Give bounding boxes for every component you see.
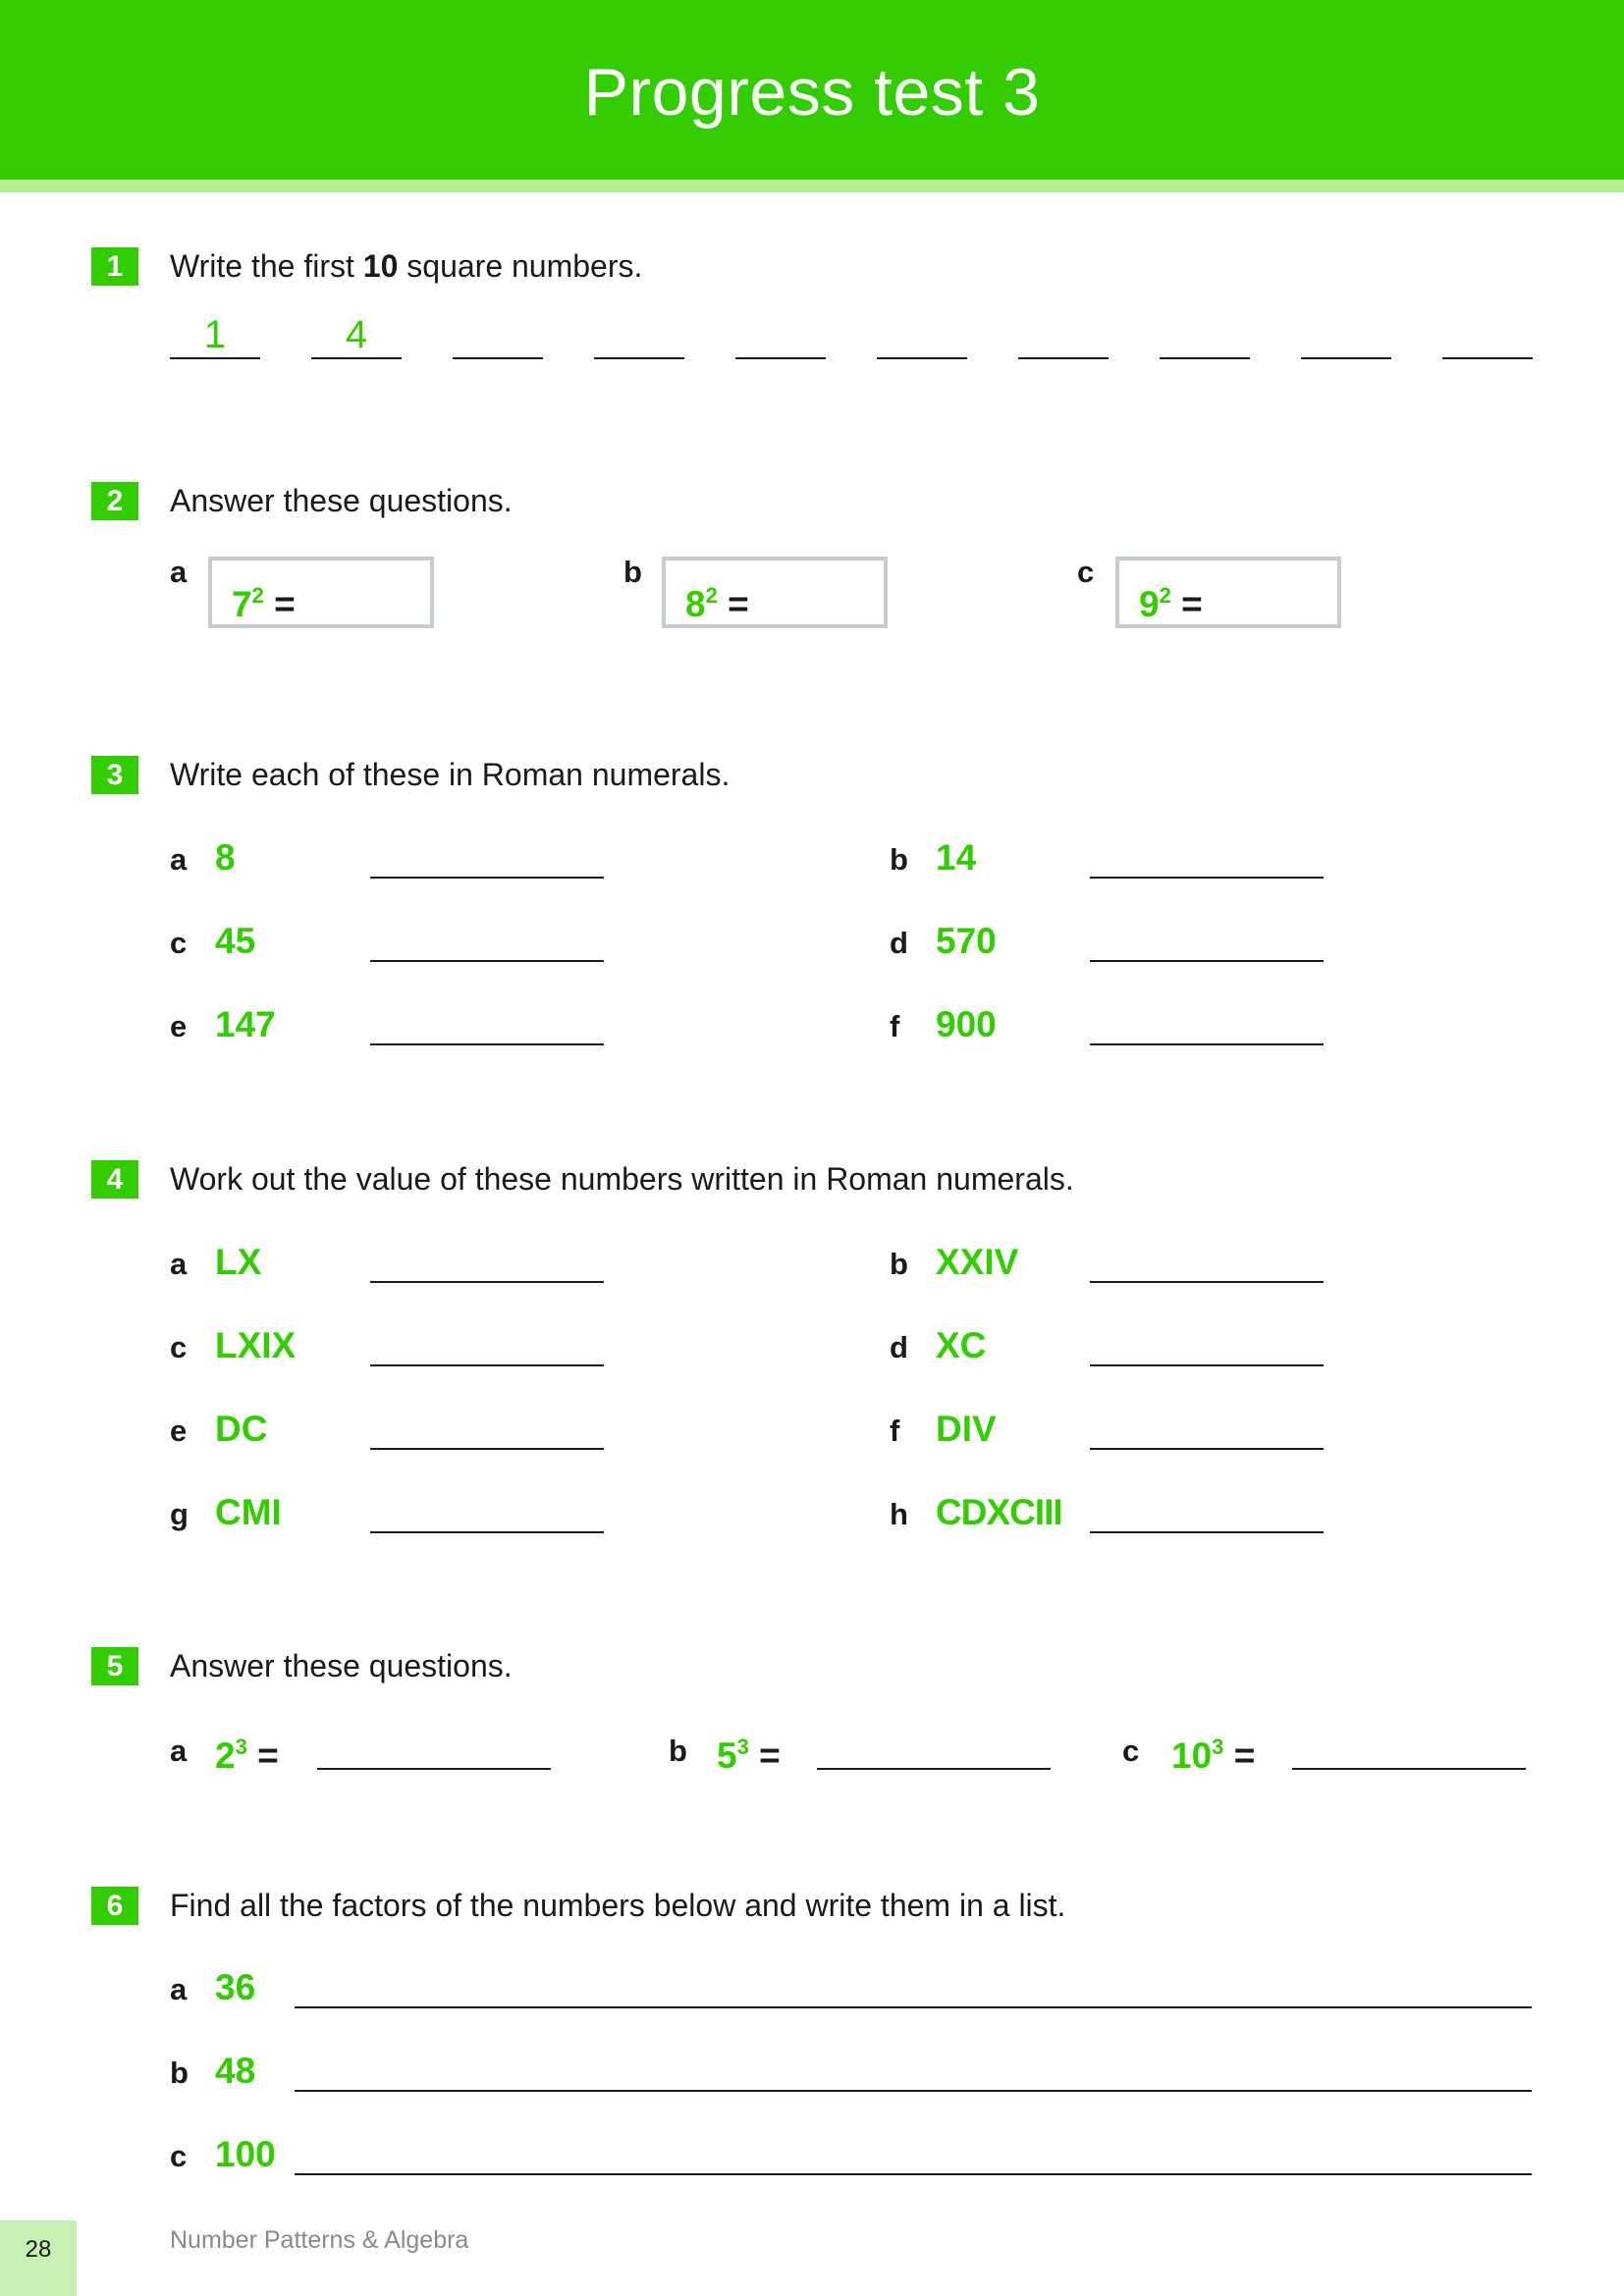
question-1-number: 1 (91, 247, 138, 286)
item-letter: a (170, 1734, 188, 1768)
equals-sign: = (274, 584, 296, 624)
number-value: 570 (936, 921, 997, 961)
factor-answer-line[interactable] (295, 2173, 1532, 2175)
power-base: 8 (685, 584, 706, 624)
item-letter: d (890, 926, 908, 960)
square-answer-value: 1 (203, 313, 227, 356)
answer-box[interactable] (208, 557, 434, 628)
question-5-number: 5 (91, 1647, 138, 1685)
power-exponent: 2 (705, 583, 718, 608)
square-answer-slot[interactable] (170, 312, 260, 359)
roman-numeral: XC (936, 1325, 987, 1365)
roman-numeral: CMI (215, 1492, 282, 1532)
power-expression (717, 1726, 781, 1778)
number-value: 45 (215, 921, 256, 961)
number-value: 48 (215, 2051, 256, 2091)
item-letter: c (1122, 1734, 1140, 1768)
answer-line[interactable] (370, 1531, 604, 1533)
equals-sign: = (728, 584, 749, 624)
answer-box[interactable] (1115, 557, 1341, 628)
power-base: 2 (215, 1735, 236, 1776)
item-letter: a (170, 842, 188, 877)
item-letter: b (669, 1734, 687, 1768)
item-letter: a (170, 1972, 188, 2006)
number-value: 900 (936, 1004, 997, 1044)
square-answer-slot[interactable] (1018, 312, 1109, 359)
question-3-prompt: Write each of these in Roman numerals. (170, 757, 731, 792)
power-expression (215, 1726, 279, 1778)
answer-line[interactable] (1090, 1448, 1324, 1450)
item-letter: c (1077, 555, 1095, 589)
factor-answer-line[interactable] (295, 2090, 1532, 2092)
question-6-prompt: Find all the factors of the numbers below and write them in a list. (170, 1888, 1066, 1923)
item-letter: f (890, 1414, 900, 1448)
item-letter: b (170, 2056, 189, 2090)
answer-line[interactable] (1090, 960, 1324, 962)
answer-line[interactable] (370, 1448, 604, 1450)
question-6-number: 6 (91, 1887, 138, 1925)
answer-line[interactable] (370, 1043, 604, 1045)
answer-line[interactable] (1090, 1531, 1324, 1533)
equals-sign: = (1181, 584, 1203, 624)
answer-line[interactable] (817, 1768, 1051, 1770)
power-exponent: 3 (235, 1735, 247, 1759)
square-answer-slot[interactable] (1301, 312, 1391, 359)
question-2-prompt: Answer these questions. (170, 483, 513, 518)
question-1-prompt-bold: 10 (362, 248, 399, 284)
power-expression (685, 574, 749, 626)
question-5-prompt: Answer these questions. (170, 1648, 513, 1683)
square-answer-slot[interactable] (877, 312, 967, 359)
square-answer-slot[interactable] (453, 312, 543, 359)
square-answer-value: 4 (345, 313, 368, 356)
item-letter: e (170, 1009, 188, 1043)
roman-numeral: DC (215, 1409, 268, 1449)
power-exponent: 2 (251, 583, 264, 608)
power-base: 10 (1171, 1735, 1213, 1776)
item-letter: c (170, 2139, 188, 2173)
number-value: 14 (936, 837, 977, 878)
answer-box[interactable] (662, 557, 888, 628)
number-value: 100 (215, 2134, 276, 2174)
footer-section-title: Number Patterns & Algebra (170, 2226, 469, 2254)
square-answer-slot[interactable] (1160, 312, 1250, 359)
question-1-prompt-start: Write the first (170, 248, 363, 284)
roman-numeral: XXIV (936, 1242, 1019, 1282)
factor-answer-line[interactable] (295, 2006, 1532, 2008)
answer-line[interactable] (370, 960, 604, 962)
question-3-number: 3 (91, 756, 138, 794)
item-letter: b (890, 842, 908, 877)
power-exponent: 3 (1212, 1735, 1224, 1759)
roman-numeral: LX (215, 1242, 262, 1282)
question-1-prompt-end: square numbers. (398, 248, 643, 284)
question-2-number: 2 (91, 482, 138, 520)
power-expression (1139, 574, 1203, 626)
square-answer-slot[interactable] (594, 312, 684, 359)
answer-line[interactable] (370, 1364, 604, 1366)
square-answer-slot[interactable] (735, 312, 826, 359)
item-letter: c (170, 1330, 188, 1364)
answer-line[interactable] (1090, 1043, 1324, 1045)
answer-line[interactable] (370, 1281, 604, 1283)
page-title: Progress test 3 (583, 55, 1041, 130)
number-value: 147 (215, 1004, 276, 1044)
item-letter: a (170, 1247, 188, 1281)
power-expression (1171, 1726, 1255, 1778)
question-4-prompt: Work out the value of these numbers written in Roman numerals. (170, 1161, 1074, 1197)
question-1-prompt (170, 246, 642, 286)
square-answer-slot[interactable] (1442, 312, 1533, 359)
answer-line[interactable] (1090, 1364, 1324, 1366)
answer-line[interactable] (1090, 877, 1324, 879)
item-letter: g (170, 1497, 189, 1531)
answer-line[interactable] (1292, 1768, 1526, 1770)
power-expression (232, 574, 296, 626)
item-letter: a (170, 555, 188, 589)
power-base: 9 (1139, 584, 1160, 624)
equals-sign: = (759, 1735, 781, 1776)
roman-numeral: LXIX (215, 1325, 297, 1365)
roman-numeral: DIV (936, 1409, 997, 1449)
roman-numeral: CDXCIII (936, 1492, 1062, 1532)
item-letter: b (623, 555, 642, 589)
answer-line[interactable] (1090, 1281, 1324, 1283)
square-answer-slot[interactable] (311, 312, 402, 359)
answer-line[interactable] (317, 1768, 551, 1770)
question-4-number: 4 (91, 1160, 138, 1199)
equals-sign: = (1233, 1735, 1256, 1776)
equals-sign: = (257, 1735, 279, 1776)
answer-line[interactable] (370, 877, 604, 879)
power-exponent: 2 (1159, 583, 1171, 608)
item-letter: d (890, 1330, 908, 1364)
item-letter: h (890, 1497, 908, 1531)
header-strip (0, 180, 1624, 192)
item-letter: b (890, 1247, 908, 1281)
power-exponent: 3 (736, 1735, 749, 1759)
power-base: 7 (232, 584, 252, 624)
item-letter: e (170, 1414, 188, 1448)
number-value: 8 (215, 837, 236, 878)
page-number: 28 (25, 2236, 52, 2263)
item-letter: f (890, 1009, 900, 1043)
number-value: 36 (215, 1967, 256, 2007)
item-letter: c (170, 926, 188, 960)
power-base: 5 (717, 1735, 737, 1776)
